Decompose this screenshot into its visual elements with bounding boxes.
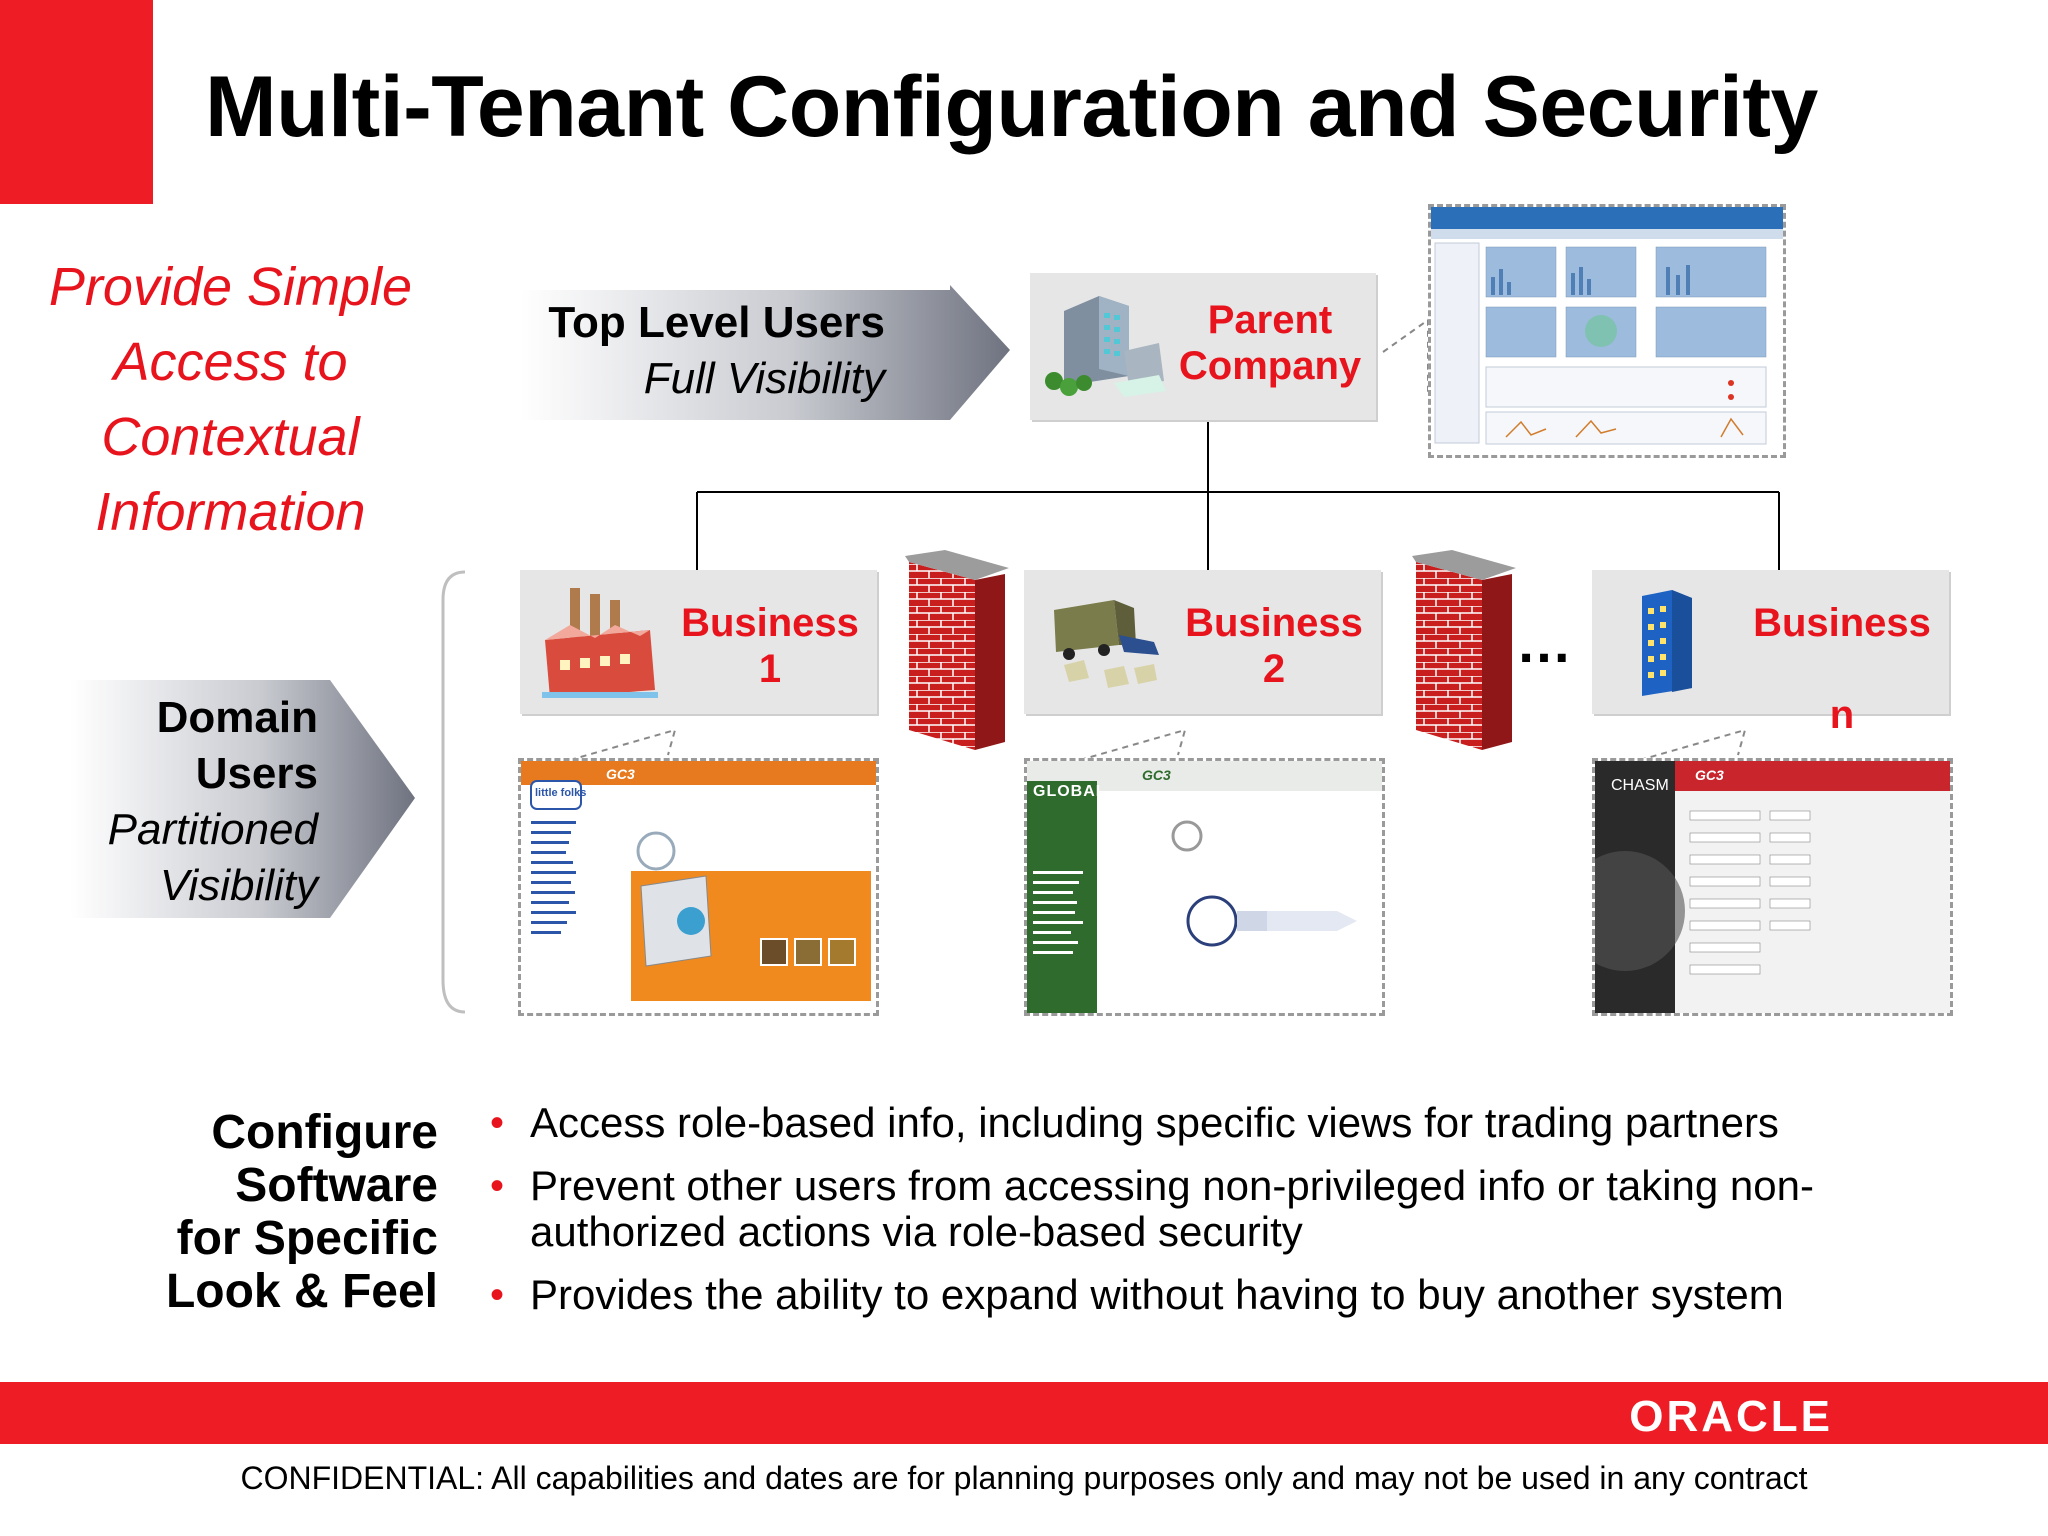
confidential-notice: CONFIDENTIAL: All capabilities and dates are for planning purposes only and may not be used in any contract xyxy=(240,1460,1808,1496)
business-1-line1: Business xyxy=(681,601,859,645)
configure-line: Look & Feel xyxy=(165,1265,438,1318)
bullet-dot-icon: • xyxy=(490,1164,505,1208)
factory-icon xyxy=(540,580,660,705)
bullet-dot-icon: • xyxy=(490,1273,505,1317)
business-n-screenshot xyxy=(1592,758,1953,1016)
brick-wall-icon xyxy=(1412,550,1518,750)
tagline-line: Contextual xyxy=(101,407,360,467)
configure-line: for Specific xyxy=(176,1212,438,1265)
business-2-line2: 2 xyxy=(1262,647,1286,691)
delivery-truck-icon xyxy=(1044,590,1169,700)
bullet-item xyxy=(480,1163,1920,1255)
parent-line1: Parent xyxy=(1207,298,1333,342)
top-users-label xyxy=(500,295,885,407)
domain-bracket xyxy=(443,572,465,1012)
configure-line: Configure xyxy=(211,1106,438,1159)
business-n-line2: n xyxy=(1829,693,1855,737)
domain-users-subtitle-line: Visibility xyxy=(159,861,318,910)
bullet-text: Provides the ability to expand without having to buy another system xyxy=(530,1271,1784,1318)
parent-line2: Company xyxy=(1178,344,1362,388)
domain-users-title-line: Users xyxy=(195,749,318,798)
configure-label xyxy=(120,1106,438,1318)
top-users-title: Top Level Users xyxy=(548,298,885,347)
dashboard-thumbnail xyxy=(1431,207,1783,455)
parent-dashboard-screenshot xyxy=(1428,204,1786,458)
brick-wall-icon xyxy=(905,550,1011,750)
page-title: Multi-Tenant Configuration and Security xyxy=(205,59,1818,155)
parent-company-box xyxy=(1030,273,1376,420)
tagline-line: Access to xyxy=(113,332,348,392)
business-n-app-thumbnail xyxy=(1595,761,1950,1013)
domain-users-subtitle-line: Partitioned xyxy=(107,805,318,854)
business-n-box xyxy=(1592,570,1949,737)
business-2-line1: Business xyxy=(1185,601,1363,645)
bullet-item xyxy=(480,1100,1920,1146)
business-1-line2: 1 xyxy=(758,647,782,691)
domain-users-label xyxy=(60,690,318,914)
business-1-brand: GC3 xyxy=(606,766,635,782)
top-users-subtitle: Full Visibility xyxy=(643,354,885,403)
business-n-line1: Business xyxy=(1753,601,1931,645)
ellipsis: … xyxy=(1516,611,1574,674)
business-2-box xyxy=(1024,570,1381,714)
bullet-list xyxy=(480,1100,1920,1335)
bullet-item xyxy=(480,1272,1920,1318)
business-n-brand: GC3 xyxy=(1695,767,1724,783)
configure-line: Software xyxy=(235,1159,438,1212)
business-1-box xyxy=(520,570,877,714)
domain-users-title-line: Domain xyxy=(156,693,318,742)
business-2-logo: GLOBAL xyxy=(1033,783,1107,800)
tower-building-icon xyxy=(1632,588,1702,700)
bullet-text: Prevent other users from accessing non-privileged info or taking non-authorized actions via role-based security xyxy=(530,1162,1814,1255)
tagline-line: Provide Simple xyxy=(48,257,413,317)
business-1-screenshot xyxy=(518,758,879,1016)
oracle-logo: ORACLE xyxy=(1629,1392,1833,1441)
bullet-text: Access role-based info, including specific views for trading partners xyxy=(530,1099,1779,1146)
business-1-logo: little folks xyxy=(535,787,587,799)
business-2-screenshot xyxy=(1024,758,1385,1016)
tagline-line: Information xyxy=(95,482,366,542)
bullet-dot-icon: • xyxy=(490,1101,505,1145)
business-2-brand: GC3 xyxy=(1142,767,1171,783)
business-n-logo: CHASM xyxy=(1611,777,1669,794)
office-building-icon xyxy=(1044,291,1169,401)
